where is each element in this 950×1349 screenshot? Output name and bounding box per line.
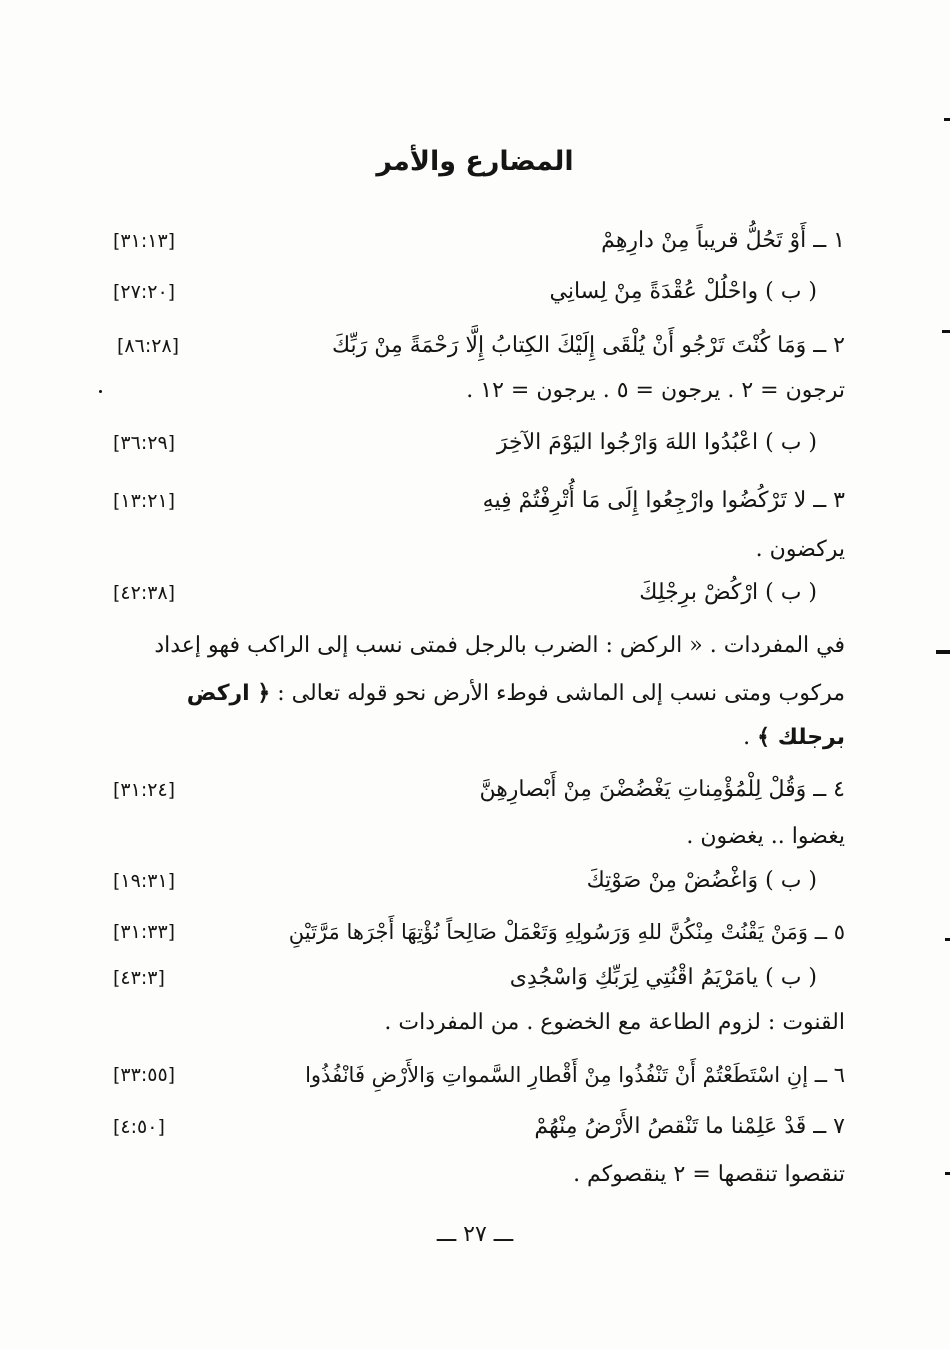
verse-line bbox=[105, 273, 845, 311]
verse-text: ( ب ) ارْكُضْ برِجْلِكَ bbox=[639, 580, 817, 605]
verse-text: ٤ ــ وَقُلْ لِلْمُؤْمِناتِ يَغْضُضْنَ مِنْ أَبْصارِهِنَّ bbox=[479, 777, 845, 802]
note-line bbox=[105, 372, 845, 410]
note-line bbox=[105, 719, 845, 757]
page-title: المضارع والأمر bbox=[376, 146, 574, 177]
note-line bbox=[105, 1004, 845, 1042]
verse-text: ( ب ) اعْبُدُوا اللهَ وَارْجُوا اليَوْمَ الآخِرَ bbox=[496, 430, 817, 455]
note-text: برجلك ﴾ . bbox=[743, 725, 845, 750]
note-line bbox=[105, 675, 845, 713]
note-text: ترجون = ٢ . يرجون = ٥ . يرجون = ١٢ . bbox=[466, 378, 845, 403]
scan-mark bbox=[99, 390, 102, 393]
verse-reference: [٣٦:٢٩] bbox=[113, 432, 176, 454]
scan-mark bbox=[936, 650, 950, 654]
verse-line bbox=[105, 959, 845, 997]
verse-line bbox=[105, 327, 845, 365]
verse-reference: [٣١:١٣] bbox=[113, 230, 176, 252]
scan-mark bbox=[942, 330, 950, 333]
verse-line bbox=[105, 1108, 845, 1146]
note-text: يركضون . bbox=[755, 537, 845, 562]
verse-line bbox=[105, 913, 845, 951]
note-line bbox=[105, 818, 845, 856]
verse-line bbox=[105, 862, 845, 900]
scan-mark bbox=[945, 938, 950, 941]
verse-text: ١ ــ أَوْ تَحُلُّ قريباً مِنْ دارِهِمْ bbox=[601, 228, 845, 253]
verse-reference: [١٣:٢١] bbox=[113, 490, 176, 512]
verse-reference: [٤٢:٣٨] bbox=[113, 582, 176, 604]
verse-line bbox=[105, 771, 845, 809]
verse-reference: [٣١:٣٣] bbox=[113, 921, 176, 943]
verse-text: ٢ ــ وَمَا كُنْتَ تَرْجُو أَنْ يُلْقَى إِلَيْكَ الكِتابُ إِلَّا رَحْمَةً مِنْ رَبِّكَ bbox=[331, 333, 845, 358]
note-text: تنقصوا تنقصها = ٢ ينقصوكم . bbox=[573, 1162, 845, 1187]
verse-text: ( ب ) وَاغْضُضْ مِنْ صَوْتِكَ bbox=[586, 868, 817, 893]
verse-reference: [٢٧:٢٠] bbox=[113, 281, 176, 303]
verse-reference: [١٩:٣١] bbox=[113, 870, 176, 892]
verse-text: ( ب ) واحْلُلْ عُقْدَةً مِنْ لِسانِي bbox=[549, 279, 817, 304]
verse-reference: [٣١:٢٤] bbox=[113, 779, 176, 801]
scan-mark bbox=[945, 1172, 950, 1175]
verse-line bbox=[105, 424, 845, 462]
note-line bbox=[105, 531, 845, 569]
quote-bold: برجلك ﴾ bbox=[757, 725, 845, 750]
verse-reference: [٨٦:٢٨] bbox=[117, 335, 180, 357]
page-number: ـــ ٢٧ ـــ bbox=[436, 1222, 514, 1247]
verse-text: ٦ ــ إنِ اسْتَطَعْتُمْ أَنْ تَنْفُذُوا مِنْ أَقْطارِ السَّمواتِ وَالأَرْضِ فَانْفُذُوا bbox=[305, 1063, 845, 1087]
scan-mark bbox=[944, 118, 950, 121]
verse-line bbox=[105, 222, 845, 260]
verse-line bbox=[105, 574, 845, 612]
note-text: مركوب ومتى نسب إلى الماشى فوطء الأرض نحو قوله تعالى : ﴿ اركض bbox=[186, 681, 845, 706]
verse-text: ٣ ــ لا تَرْكُضُوا وارْجِعُوا إِلَى مَا أُتْرِفْتُمْ فِيهِ bbox=[482, 488, 845, 513]
verse-reference: [٤:٥٠] bbox=[113, 1116, 165, 1138]
verse-reference: [٣٣:٥٥] bbox=[113, 1064, 176, 1086]
verse-reference: [٤٣:٣] bbox=[113, 967, 165, 989]
verse-line bbox=[105, 482, 845, 520]
note-line bbox=[105, 1156, 845, 1194]
note-line bbox=[105, 627, 845, 665]
note-text: في المفردات . « الركض : الضرب بالرجل فمتى نسب إلى الراكب فهو إعداد bbox=[154, 633, 845, 658]
verse-line bbox=[105, 1056, 845, 1094]
quote-bold: ﴿ اركض bbox=[186, 681, 271, 706]
verse-text: ٧ ــ قَدْ عَلِمْنا ما تَنْقصُ الأَرْضُ مِنْهُمْ bbox=[534, 1114, 845, 1139]
verse-text: ٥ ــ وَمَنْ يَقْنُتْ مِنْكُنَّ للهِ وَرَسُولِهِ وَتَعْمَلْ صَالِحاً نُؤْتِهَا أَجْرَها مَرَّتَيْنِ bbox=[288, 920, 845, 944]
note-text: يغضوا .. يغضون . bbox=[686, 824, 845, 849]
verse-text: ( ب ) يامَرْيَمُ اقْنُتِي لِرَبِّكِ وَاسْجُدِى bbox=[509, 965, 817, 990]
note-text: القنوت : لزوم الطاعة مع الخضوع . من المفردات . bbox=[384, 1010, 845, 1035]
